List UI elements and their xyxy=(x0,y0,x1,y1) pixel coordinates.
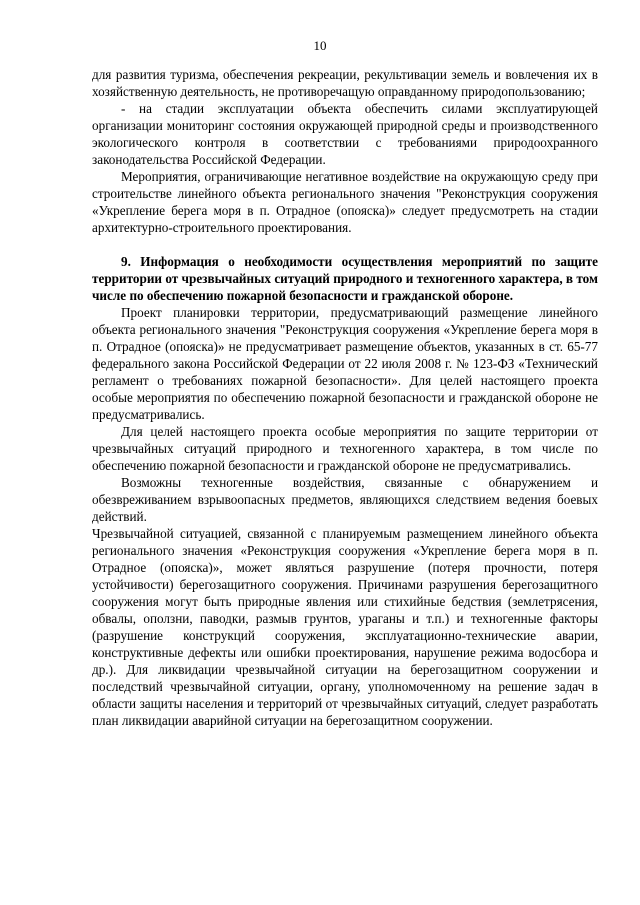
page-number: 10 xyxy=(313,38,327,53)
paragraph-technogenic-impacts: Возможны техногенные воздействия, связанные с обнаружением и обезвреживанием взрывоопасных предметов, являющихся следствием ведения боевых действий. xyxy=(92,475,598,524)
paragraph-environment-measures: Мероприятия, ограничивающие негативное воздействие на окружающую среду при строительстве линейного объекта регионального значения "Реконструкция сооружения «Укрепление берега моря в п. Отрадное (опояска)» следует предусмотреть на стадии архитектурно-строительного проектирования. xyxy=(92,169,598,235)
paragraph-fire-safety: Проект планировки территории, предусматривающий размещение линейного объекта регионального значения "Реконструкция сооружения «Укрепление берега моря в п. Отрадное (опояска)» не предусматривает размещение объектов, указанных в ст. 65-77 федерального закона Российской Федерации от 22 июля 2008 г. № 123-ФЗ «Технический регламент о требованиях пожарной безопасности». Для целей настоящего проекта особые мероприятия по обеспечению пожарной безопасности и гражданской обороне не предусматривались. xyxy=(92,305,598,422)
paragraph-monitoring: - на стадии эксплуатации объекта обеспечить силами эксплуатирующей организации мониторинг состояния окружающей природной среды и производственного экологического контроля в соответствии с требованиями природоохранного законодательства Российской Федерации. xyxy=(92,101,598,167)
paragraph-continuation: для развития туризма, обеспечения рекреации, рекультивации земель и вовлечения их в хозяйственную деятельность, не противоречащую оправданному природопользованию; xyxy=(92,67,598,99)
paragraph-emergency-protection: Для целей настоящего проекта особые мероприятия по защите территории от чрезвычайных ситуаций природного и техногенного характера, в том числе по обеспечению пожарной безопасности и гражданской обороне не предусматривались. xyxy=(92,424,598,473)
section-heading: 9. Информация о необходимости осуществления мероприятий по защите территории от чрезвычайных ситуаций природного и техногенного характера, в том числе по обеспечению пожарной безопасности и гражданской обороне. xyxy=(92,254,598,303)
document-body xyxy=(92,66,598,729)
paragraph-emergency-situation: Чрезвычайной ситуацией, связанной с планируемым размещением линейного объекта регионального значения «Реконструкция сооружения «Укрепление берега моря в п. Отрадное (опояска)», может являться разрушение (потеря прочности, потеря устойчивости) берегозащитного сооружения. Причинами разрушения берегозащитного сооружения могут быть природные явления или стихийные бедствия (землетрясения, обвалы, оползни, паводки, размыв грунтов, ураганы и т.п.) и техногенные факторы (разрушение конструкций сооружения, эксплуатационно-технические аварии, конструктивные дефекты или ошибки проектирования, нарушение режима водосбора и др.). Для ликвидации чрезвычайной ситуации на берегозащитном сооружении и последствий чрезвычайной ситуации, органу, уполномоченному на решение задач в области защиты населения и территорий от чрезвычайных ситуаций, следует разработать план ликвидации аварийной ситуации на берегозащитном сооружении. xyxy=(92,526,598,728)
